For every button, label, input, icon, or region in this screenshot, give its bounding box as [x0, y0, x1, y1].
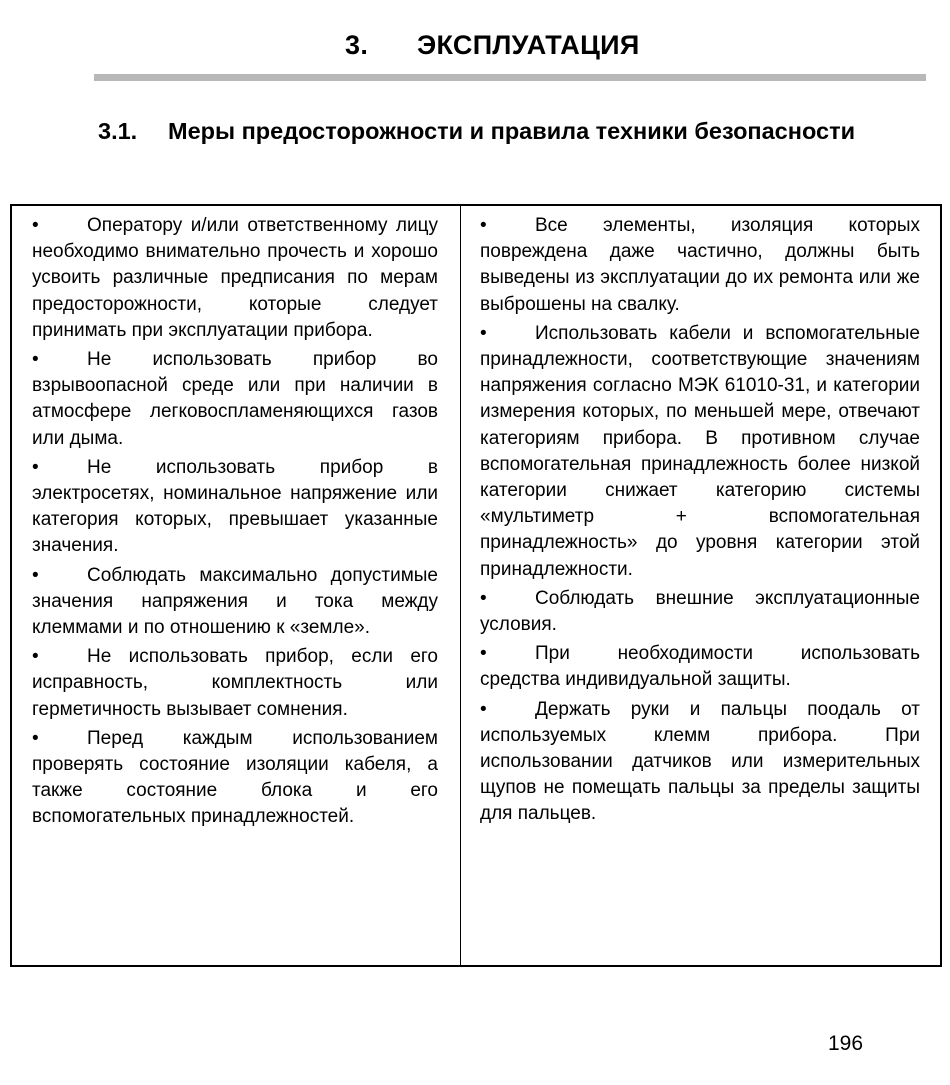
- page-number: 196: [828, 1032, 864, 1055]
- chapter-heading: [345, 30, 640, 61]
- safety-rule: [480, 697, 920, 828]
- bullet: •: [32, 456, 39, 478]
- bullet: •: [32, 564, 39, 586]
- column-divider: [460, 206, 461, 965]
- safety-rule-text: Все элементы, изоляция которых повреждена даже частично, должны быть выведены из эксплуатации до их ремонта или же выброшены на свалку.: [480, 215, 920, 315]
- section-number: 3.1.: [98, 118, 138, 144]
- safety-rule-text: Соблюдать внешние эксплуатационные условия.: [480, 587, 920, 636]
- safety-rule-text: При необходимости использовать средства индивидуальной защиты.: [480, 643, 920, 691]
- heading-underline: [94, 74, 926, 81]
- bullet: •: [480, 322, 487, 344]
- bullet: •: [480, 215, 487, 236]
- safety-rule-text: Не использовать прибор, если его исправность, комплектность или герметичность вызывает сомнения.: [32, 646, 438, 720]
- safety-rule-text: Не использовать прибор во взрывоопасной среде или при наличии в атмосфере легковоспламеняющихся газов или дыма.: [32, 349, 438, 449]
- bullet: •: [32, 646, 39, 668]
- chapter-title: ЭКСПЛУАТАЦИЯ: [417, 30, 640, 60]
- bullet: •: [32, 727, 39, 749]
- safety-rule: [32, 213, 438, 344]
- safety-rule: [480, 321, 920, 583]
- safety-rule: [480, 213, 920, 318]
- safety-rule: [480, 586, 920, 638]
- right-column: [480, 213, 920, 831]
- safety-rule: [32, 347, 438, 452]
- safety-rule: [32, 726, 438, 831]
- bullet: •: [480, 698, 487, 720]
- bullet: •: [480, 643, 487, 665]
- bullet: •: [480, 587, 487, 609]
- safety-rule: [480, 641, 920, 693]
- safety-rule-text: Не использовать прибор в электросетях, номинальное напряжение или категория которых, превышает указанные значения.: [32, 456, 438, 557]
- safety-rule-text: Использовать кабели и вспомогательные принадлежности, соответствующие значениям напряжения согласно МЭК 61010-31, и категории измерения которых, по меньшей мере, отвечают категориям прибора. В противном случае вспомогательная принадлежность более низкой категории снижает категорию системы «мультиметр + вспомогательная принадлежность» до уровня категории этой принадлежности.: [480, 322, 920, 580]
- safety-rule: [32, 644, 438, 723]
- chapter-number: 3.: [345, 30, 369, 60]
- safety-rule-text: Соблюдать максимально допустимые значения напряжения и тока между клеммами и по отношению к «земле».: [32, 564, 438, 639]
- safety-rule-text: Оператору и/или ответственному лицу необходимо внимательно прочесть и хорошо усвоить различные предписания по мерам предосторожности, которые следует принимать при эксплуатации прибора.: [32, 215, 438, 341]
- left-column: [32, 213, 438, 834]
- safety-rule: [32, 563, 438, 642]
- section-title: Меры предосторожности и правила техники безопасности: [168, 118, 856, 144]
- bullet: •: [32, 215, 39, 236]
- safety-rule-text: Перед каждым использованием проверять состояние изоляции кабеля, а также состояние блока и его вспомогательных принадлежностей.: [32, 727, 438, 828]
- bullet: •: [32, 349, 39, 371]
- safety-rule-text: Держать руки и пальцы поодаль от используемых клемм прибора. При использовании датчиков или измерительных щупов не помещать пальцы за пределы защиты для пальцев.: [480, 698, 920, 825]
- safety-rules-table: [10, 204, 942, 967]
- safety-rule: [32, 455, 438, 560]
